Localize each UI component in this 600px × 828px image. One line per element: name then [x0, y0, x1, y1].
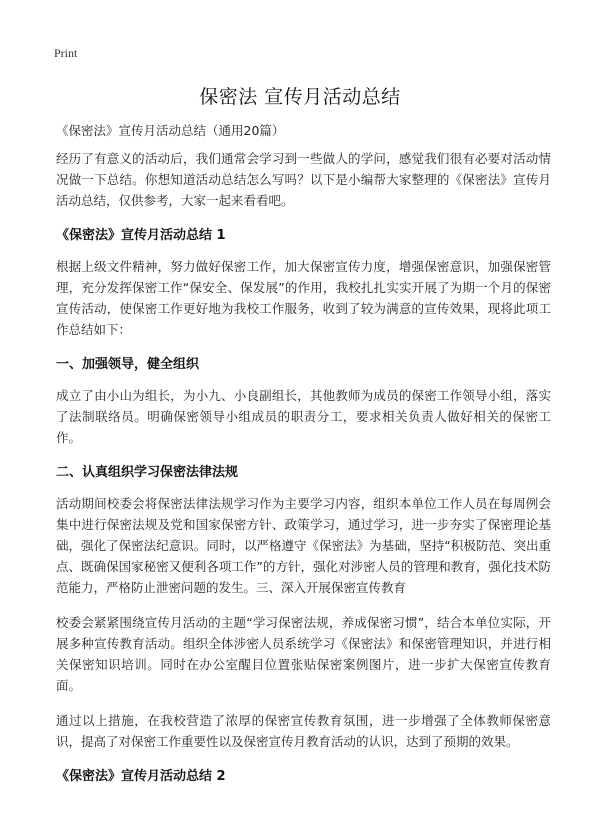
intro-paragraph: 经历了有意义的活动后，我们通常会学习到一些做人的学问，感觉我们很有必要对活动情况做一下总结。你想知道活动总结怎么写吗？以下是小编帮大家整理的《保密法》宣传月活动总结，仅供参考，大家一起来看看吧。: [56, 151, 551, 208]
page-title: 保密法 宣传月活动总结: [199, 86, 401, 108]
section-paragraph-leadership: 成立了由小山为组长，为小九、小良副组长，其他教师为成员的保密工作领导小组，落实了法制联络员。明确保密领导小组成员的职责分工，要求相关负责人做好相关的保密工作。: [56, 388, 551, 445]
conclusion-paragraph: 通过以上措施，在我校营造了浓厚的保密宣传教育氛围，进一步增强了全体教师保密意识，提高了对保密工作重要性以及保密宣传月教育活动的认识，达到了预期的效果。: [56, 713, 551, 749]
section-paragraph-study: 活动期间校委会将保密法律法规学习作为主要学习内容，组织本单位工作人员在每周例会集中进行保密法规及党和国家保密方针、政策学习，通过学习，进一步夯实了保密理论基础，强化了保密法纪意识。同时，以严格遵守《保密法》为基础，坚持“积极防范、突出重点、既确保国家秘密又便利各项工作”的方针，强化对涉密人员的管理和教育，强化技术防范能力，严格防止泄密问题的发生。三、深入开展保密宣传教育: [56, 496, 551, 595]
section-heading-1: 《保密法》宣传月活动总结 1: [56, 228, 226, 243]
section-heading-leadership: 一、加强领导，健全组织: [56, 357, 200, 372]
section-heading-study: 二、认真组织学习保密法律法规: [56, 465, 239, 480]
document-body: [56, 148, 551, 787]
print-label: Print: [54, 46, 78, 60]
section-paragraph-1: 根据上级文件精神，努力做好保密工作，加大保密宣传力度，增强保密意识，加强保密管理，充分发挥保密工作“保安全、保发展”的作用，我校扎扎实实开展了为期一个月的保密宣传活动，使保密工作更好地为我校工作服务，收到了较为满意的宣传效果，现将此项工作总结如下：: [56, 259, 551, 337]
campaign-paragraph: 校委会紧紧围绕宣传月活动的主题“学习保密法规，养成保密习惯”，结合本单位实际，开展多种宣传教育活动。组织全体涉密人员系统学习《保密法》和保密管理知识，并进行相关保密知识培训。同时在办公室醒目位置张贴保密案例图片，进一步扩大保密宣传教育面。: [56, 615, 551, 693]
section-heading-2: 《保密法》宣传月活动总结 2: [56, 769, 226, 784]
document-subtitle: 《保密法》宣传月活动总结（通用20篇）: [56, 123, 285, 138]
